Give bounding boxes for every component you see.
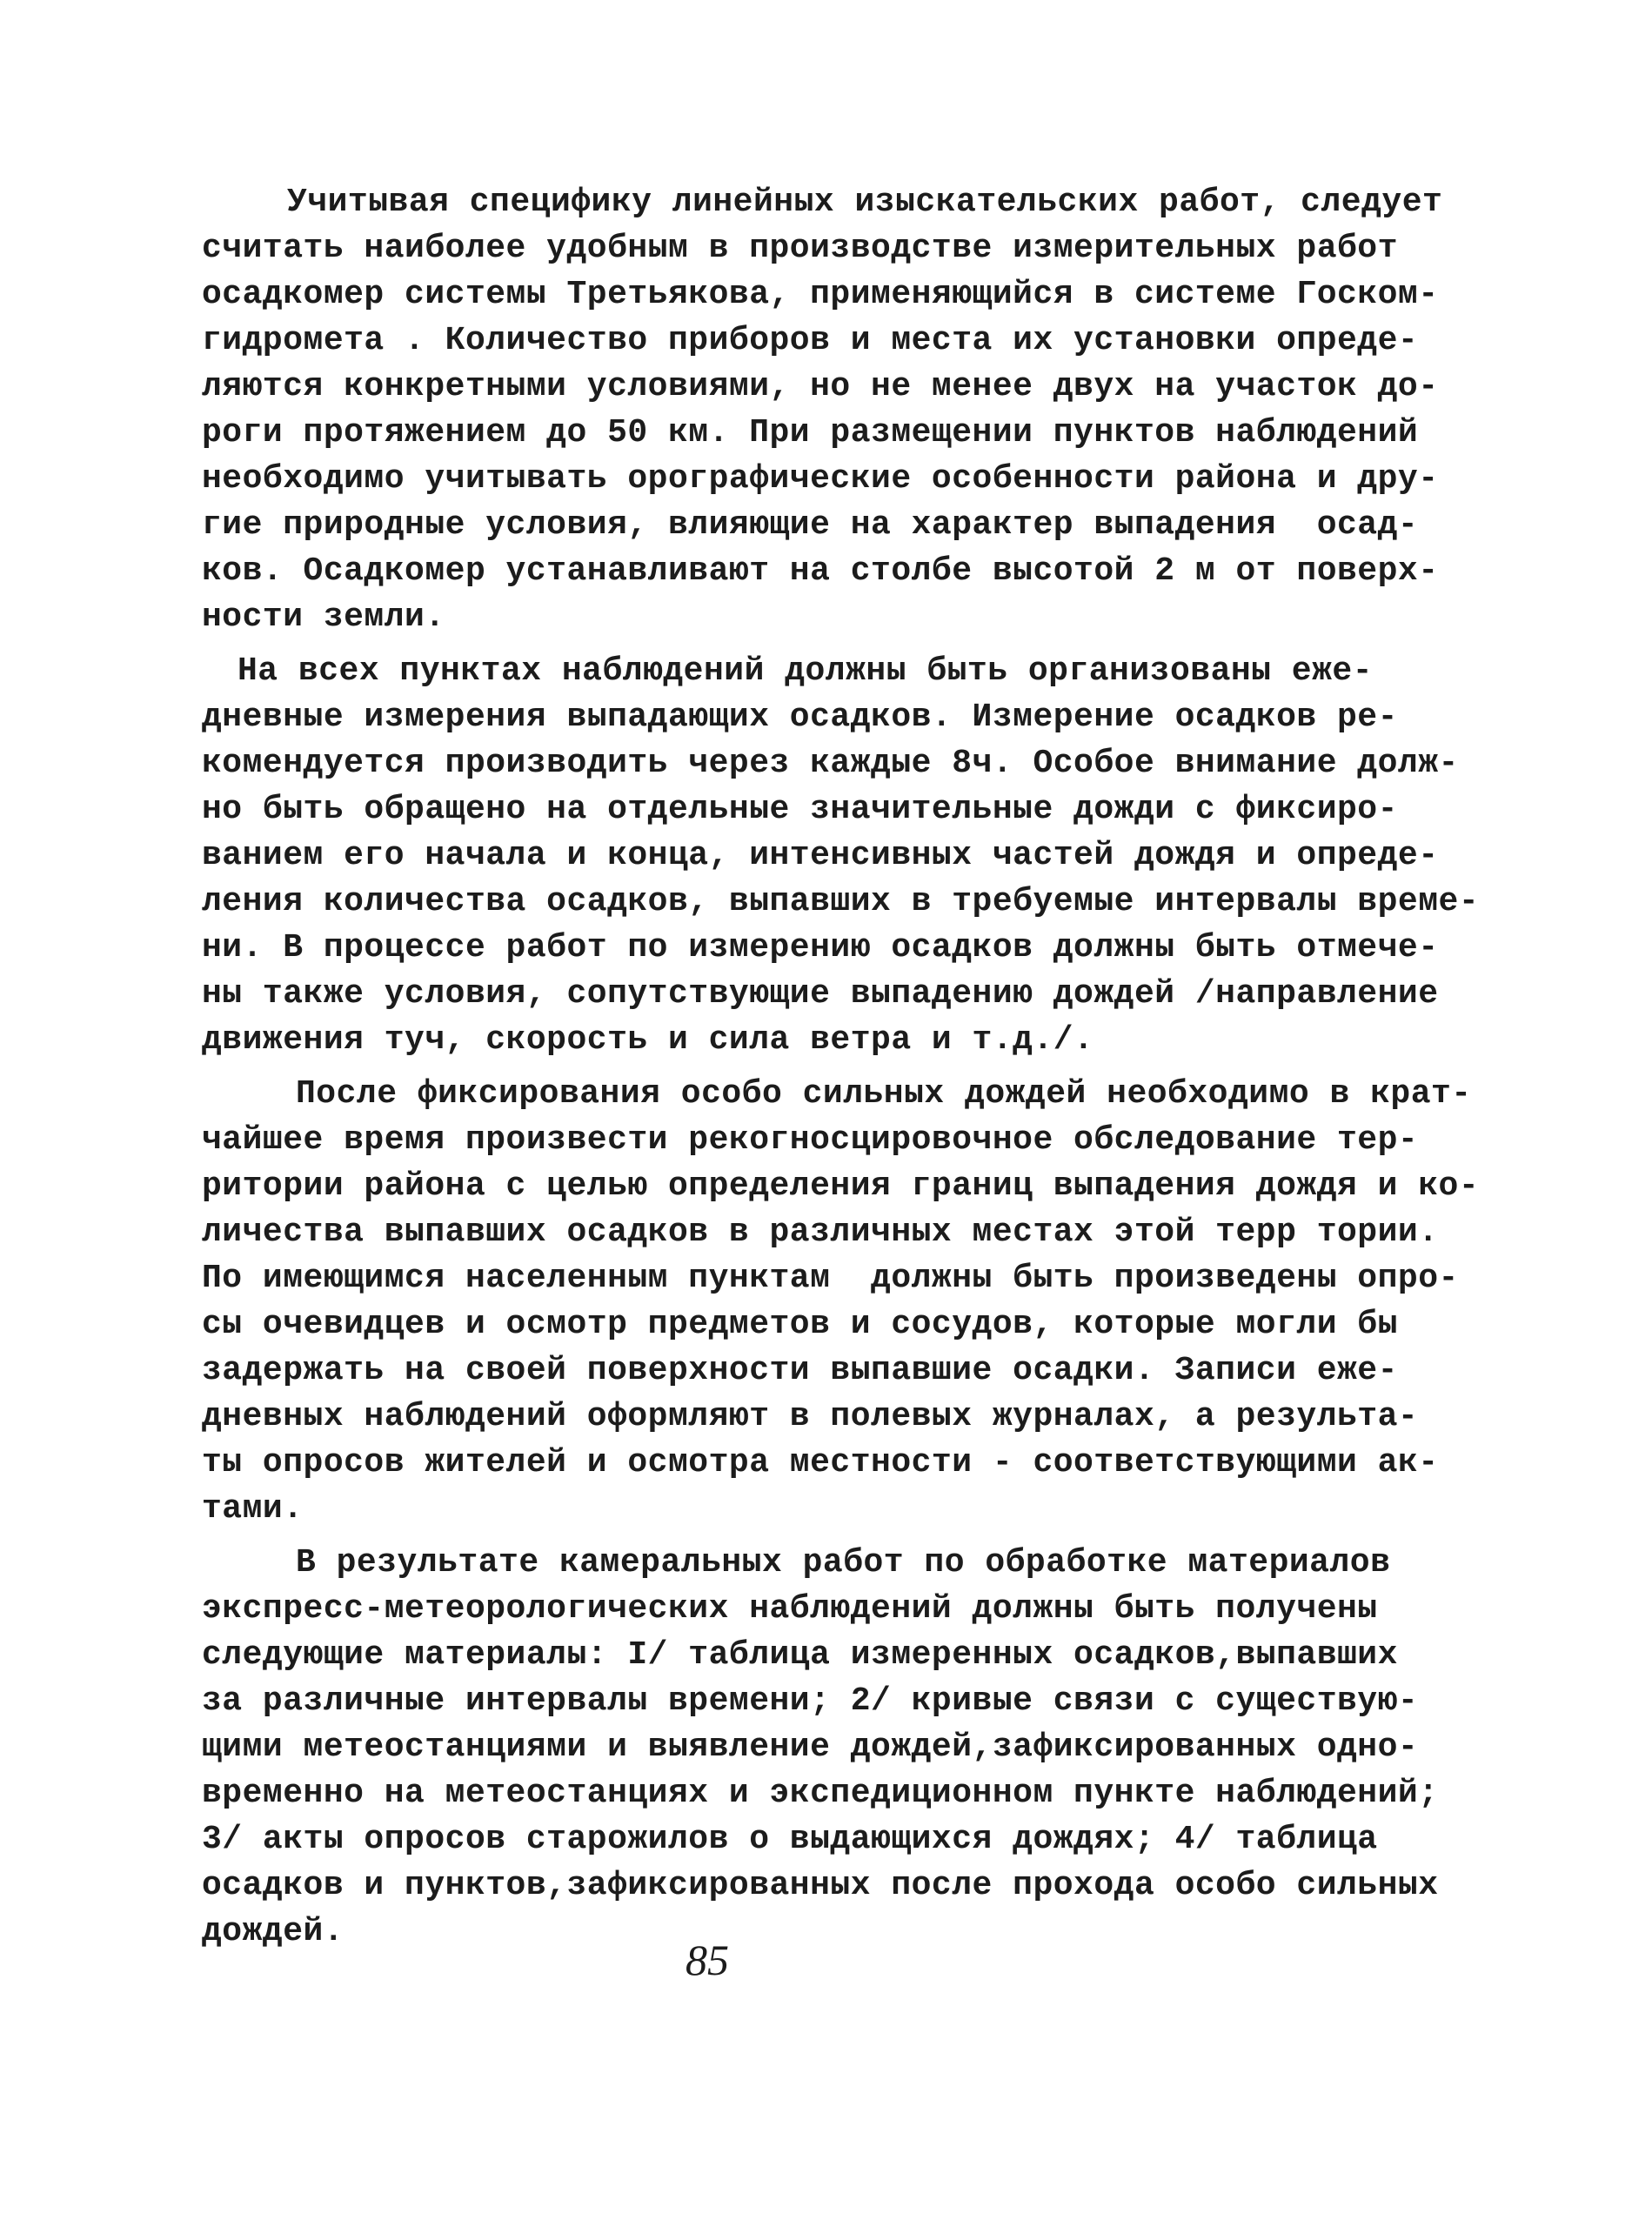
paragraph-line: личества выпавших осадков в различных местах этой терр тории. <box>202 1214 1439 1251</box>
paragraph-line: дождей. <box>202 1913 344 1950</box>
paragraph-line: щими метеостанциями и выявление дождей,зафиксированных одно- <box>202 1729 1419 1766</box>
paragraph-line: ности земли. <box>202 598 445 636</box>
paragraph-line: В результате камеральных работ по обработке материалов <box>296 1544 1391 1581</box>
paragraph-line: ни. В процессе работ по измерению осадков должны быть отмече- <box>202 929 1439 966</box>
paragraph-line: следующие материалы: I/ таблица измеренных осадков,выпавших <box>202 1636 1398 1674</box>
paragraph-line: считать наиболее удобным в производстве измерительных работ <box>202 230 1398 267</box>
paragraph-line: Учитывая специфику линейных изыскательских работ, следует <box>287 184 1443 221</box>
paragraph-line: 3/ акты опросов старожилов о выдающихся дождях; 4/ таблица <box>202 1821 1378 1858</box>
paragraph-line: чайшее время произвести рекогносцировочное обследование тер- <box>202 1121 1419 1159</box>
paragraph-line: гие природные условия, влияющие на характер выпадения осад- <box>202 506 1419 544</box>
paragraph-line: ты опросов жителей и осмотра местности - соответствующими ак- <box>202 1444 1439 1481</box>
paragraph-line: движения туч, скорость и сила ветра и т.д./. <box>202 1021 1094 1059</box>
paragraph-line: ляются конкретными условиями, но не менее двух на участок до- <box>202 368 1439 405</box>
paragraph-line: После фиксирования особо сильных дождей необходимо в крат- <box>296 1075 1472 1113</box>
paragraph-line: задержать на своей поверхности выпавшие осадки. Записи еже- <box>202 1352 1398 1389</box>
paragraph-line: необходимо учитывать орографические особенности района и дру- <box>202 460 1439 498</box>
paragraph-line: На всех пунктах наблюдений должны быть организованы еже- <box>237 652 1374 690</box>
paragraph-line: осадкомер системы Третьякова, применяющийся в системе Госком- <box>202 276 1439 313</box>
paragraph-line: экспресс-метеорологических наблюдений должны быть получены <box>202 1590 1378 1628</box>
paragraph-line: ванием его начала и конца, интенсивных частей дождя и опреде- <box>202 837 1439 874</box>
paragraph-line: дневных наблюдений оформляют в полевых журналах, а результа- <box>202 1398 1419 1435</box>
paragraph-line: временно на метеостанциях и экспедиционном пункте наблюдений; <box>202 1775 1439 1812</box>
paragraph-line: ления количества осадков, выпавших в требуемые интервалы време- <box>202 883 1480 920</box>
paragraph-line: но быть обращено на отдельные значительные дожди с фиксиро- <box>202 791 1398 828</box>
paragraph-line: тами. <box>202 1490 304 1528</box>
paragraph-line: ны также условия, сопутствующие выпадению дождей /направление <box>202 975 1439 1013</box>
paragraph-line: ков. Осадкомер устанавливают на столбе высотой 2 м от поверх- <box>202 552 1439 590</box>
paragraph-line: роги протяжением до 50 км. При размещении пунктов наблюдений <box>202 414 1419 451</box>
paragraph-line: сы очевидцев и осмотр предметов и сосудов, которые могли бы <box>202 1306 1398 1343</box>
paragraph-line: комендуется производить через каждые 8ч. Особое внимание долж- <box>202 745 1459 782</box>
page-number: 85 <box>686 1936 729 1984</box>
paragraph-line: По имеющимся населенным пунктам должны быть произведены опро- <box>202 1260 1459 1297</box>
paragraph-line: ритории района с целью определения границ выпадения дождя и ко- <box>202 1167 1480 1205</box>
paragraph-line: дневные измерения выпадающих осадков. Измерение осадков ре- <box>202 699 1398 736</box>
paragraph-line: за различные интервалы времени; 2/ кривые связи с существую- <box>202 1682 1419 1720</box>
paragraph-line: осадков и пунктов,зафиксированных после прохода особо сильных <box>202 1867 1439 1904</box>
paragraph-line: гидромета . Количество приборов и места их установки опреде- <box>202 322 1419 359</box>
